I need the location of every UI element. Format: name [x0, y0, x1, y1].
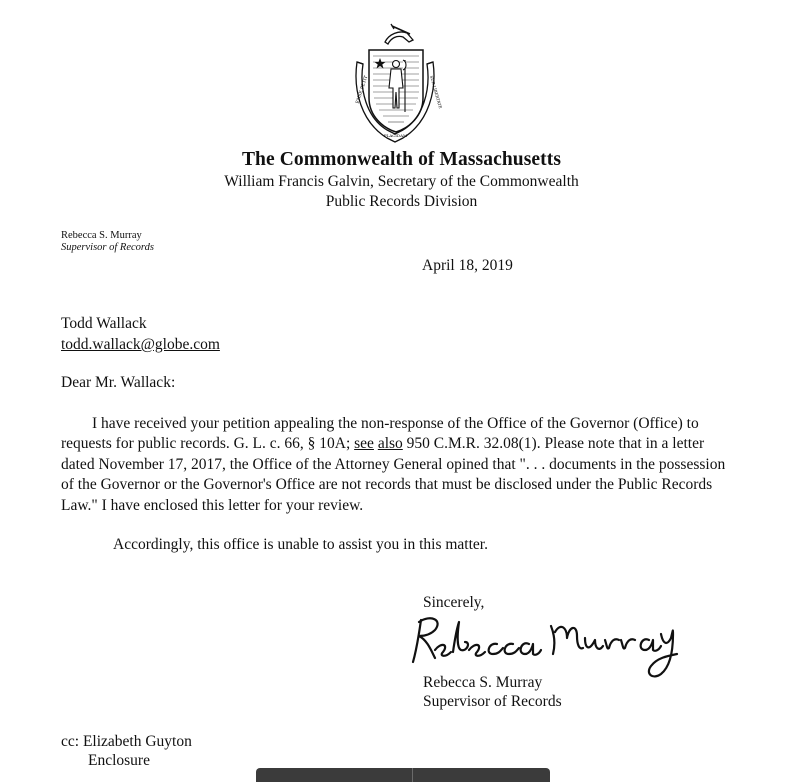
- body-text-segment: 950 C.M.R. 32.08(1). Please note that in a letter dated November 17, 2017, the Office of the Attorney General opined that ". . . documents in the possession of the Governor or the Governor's Office are not records that must be disclosed under the Public Records Law." I have enclosed this letter for your review.: [61, 435, 730, 514]
- citation-see: see: [354, 435, 374, 453]
- letterhead-title: The Commonwealth of Massachusetts: [241, 149, 562, 170]
- citation-also: also: [377, 435, 403, 453]
- recipient-email-link[interactable]: todd.wallack@globe.com: [61, 336, 220, 353]
- body-paragraph-2: Accordingly, this office is unable to assist you in this matter.: [113, 536, 488, 553]
- letterhead-subtitle: William Francis Galvin, Secretary of the Commonwealth: [224, 173, 579, 190]
- letter-date: April 18, 2019: [422, 257, 513, 274]
- salutation: Dear Mr. Wallack:: [61, 374, 176, 391]
- seal-motto-right: SUB LIBERTATE: [428, 75, 444, 110]
- seal-motto-bottom: PLACIDAM: [384, 133, 408, 138]
- letterhead-division: Public Records Division: [325, 193, 478, 210]
- massachusetts-seal-icon: [347, 20, 445, 146]
- signatory-name: Rebecca S. Murray: [423, 674, 543, 691]
- body-text-segment: I have received your petition appealing the non-response of the Office of the Governor (Office) to requests for public records. G. L. c. 66, § 10A;: [61, 415, 703, 453]
- body-paragraph-1: [61, 414, 731, 516]
- toolbar-divider: [412, 768, 413, 782]
- viewer-toolbar[interactable]: [256, 768, 550, 782]
- seal-motto-left: ENSE PETIT: [355, 75, 370, 105]
- recipient-name: Todd Wallack: [61, 315, 147, 332]
- valediction: Sincerely,: [423, 594, 485, 611]
- enclosure-line: Enclosure: [88, 752, 150, 769]
- signatory-title: Supervisor of Records: [423, 693, 562, 710]
- sender-name: Rebecca S. Murray: [61, 230, 142, 241]
- cc-line: cc: Elizabeth Guyton: [61, 733, 192, 750]
- sender-title: Supervisor of Records: [61, 242, 154, 253]
- handwritten-signature: [405, 610, 680, 682]
